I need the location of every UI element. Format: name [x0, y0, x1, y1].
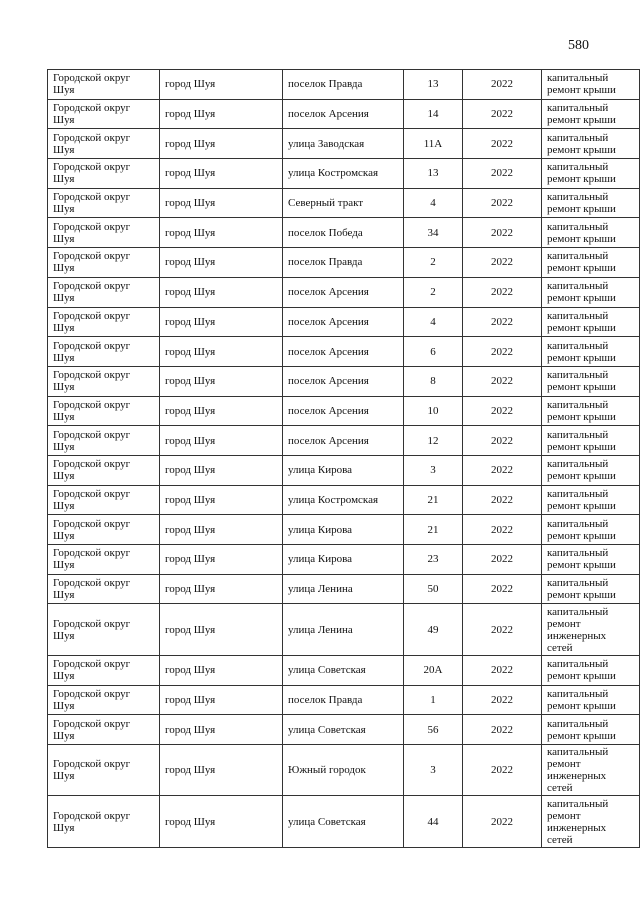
street-cell: улица Заводская	[283, 129, 404, 159]
work-type-cell: капитальный ремонт инженерных сетей	[542, 744, 640, 796]
district-cell: Городской округ Шуя	[48, 188, 160, 218]
work-type-cell: капитальный ремонт крыши	[542, 248, 640, 278]
street-cell: улица Советская	[283, 655, 404, 685]
house-number-cell: 12	[404, 426, 463, 456]
table-row	[48, 337, 640, 367]
street-cell: улица Советская	[283, 715, 404, 745]
city-cell: город Шуя	[160, 366, 283, 396]
district-cell: Городской округ Шуя	[48, 99, 160, 129]
house-number-cell: 3	[404, 455, 463, 485]
repair-schedule-table	[47, 69, 640, 848]
year-cell: 2022	[463, 545, 542, 575]
page-number: 580	[568, 38, 589, 53]
house-number-cell: 21	[404, 485, 463, 515]
work-type-cell: капитальный ремонт крыши	[542, 218, 640, 248]
city-cell: город Шуя	[160, 545, 283, 575]
table-row	[48, 604, 640, 656]
work-type-cell: капитальный ремонт крыши	[542, 455, 640, 485]
work-type-cell: капитальный ремонт крыши	[542, 277, 640, 307]
district-cell: Городской округ Шуя	[48, 307, 160, 337]
house-number-cell: 20А	[404, 655, 463, 685]
city-cell: город Шуя	[160, 604, 283, 656]
house-number-cell: 2	[404, 248, 463, 278]
year-cell: 2022	[463, 715, 542, 745]
city-cell: город Шуя	[160, 685, 283, 715]
city-cell: город Шуя	[160, 277, 283, 307]
district-cell: Городской округ Шуя	[48, 455, 160, 485]
district-cell: Городской округ Шуя	[48, 655, 160, 685]
house-number-cell: 8	[404, 366, 463, 396]
work-type-cell: капитальный ремонт крыши	[542, 99, 640, 129]
street-cell: улица Ленина	[283, 574, 404, 604]
house-number-cell: 34	[404, 218, 463, 248]
street-cell: поселок Арсения	[283, 307, 404, 337]
street-cell: поселок Арсения	[283, 277, 404, 307]
district-cell: Городской округ Шуя	[48, 218, 160, 248]
house-number-cell: 1	[404, 685, 463, 715]
city-cell: город Шуя	[160, 655, 283, 685]
street-cell: улица Костромская	[283, 159, 404, 189]
work-type-cell: капитальный ремонт крыши	[542, 655, 640, 685]
district-cell: Городской округ Шуя	[48, 366, 160, 396]
district-cell: Городской округ Шуя	[48, 337, 160, 367]
table-row	[48, 685, 640, 715]
district-cell: Городской округ Шуя	[48, 396, 160, 426]
table-row	[48, 574, 640, 604]
year-cell: 2022	[463, 307, 542, 337]
work-type-cell: капитальный ремонт крыши	[542, 574, 640, 604]
table-row	[48, 277, 640, 307]
year-cell: 2022	[463, 366, 542, 396]
district-cell: Городской округ Шуя	[48, 545, 160, 575]
house-number-cell: 4	[404, 307, 463, 337]
district-cell: Городской округ Шуя	[48, 70, 160, 100]
table-row	[48, 515, 640, 545]
year-cell: 2022	[463, 396, 542, 426]
year-cell: 2022	[463, 515, 542, 545]
year-cell: 2022	[463, 159, 542, 189]
year-cell: 2022	[463, 188, 542, 218]
year-cell: 2022	[463, 796, 542, 848]
city-cell: город Шуя	[160, 70, 283, 100]
street-cell: улица Кирова	[283, 515, 404, 545]
district-cell: Городской округ Шуя	[48, 685, 160, 715]
district-cell: Городской округ Шуя	[48, 574, 160, 604]
house-number-cell: 23	[404, 545, 463, 575]
table-row	[48, 426, 640, 456]
house-number-cell: 14	[404, 99, 463, 129]
work-type-cell: капитальный ремонт крыши	[542, 426, 640, 456]
house-number-cell: 4	[404, 188, 463, 218]
district-cell: Городской округ Шуя	[48, 744, 160, 796]
street-cell: поселок Победа	[283, 218, 404, 248]
city-cell: город Шуя	[160, 715, 283, 745]
year-cell: 2022	[463, 248, 542, 278]
city-cell: город Шуя	[160, 574, 283, 604]
work-type-cell: капитальный ремонт крыши	[542, 366, 640, 396]
city-cell: город Шуя	[160, 99, 283, 129]
city-cell: город Шуя	[160, 455, 283, 485]
city-cell: город Шуя	[160, 218, 283, 248]
table-row	[48, 655, 640, 685]
street-cell: улица Советская	[283, 796, 404, 848]
work-type-cell: капитальный ремонт крыши	[542, 70, 640, 100]
work-type-cell: капитальный ремонт инженерных сетей	[542, 796, 640, 848]
work-type-cell: капитальный ремонт крыши	[542, 485, 640, 515]
district-cell: Городской округ Шуя	[48, 485, 160, 515]
district-cell: Городской округ Шуя	[48, 129, 160, 159]
district-cell: Городской округ Шуя	[48, 277, 160, 307]
city-cell: город Шуя	[160, 796, 283, 848]
year-cell: 2022	[463, 485, 542, 515]
year-cell: 2022	[463, 99, 542, 129]
work-type-cell: капитальный ремонт крыши	[542, 337, 640, 367]
table-row	[48, 129, 640, 159]
table-row	[48, 744, 640, 796]
year-cell: 2022	[463, 129, 542, 159]
city-cell: город Шуя	[160, 396, 283, 426]
district-cell: Городской округ Шуя	[48, 796, 160, 848]
street-cell: улица Ленина	[283, 604, 404, 656]
street-cell: поселок Правда	[283, 70, 404, 100]
house-number-cell: 56	[404, 715, 463, 745]
street-cell: поселок Арсения	[283, 396, 404, 426]
work-type-cell: капитальный ремонт крыши	[542, 685, 640, 715]
street-cell: улица Костромская	[283, 485, 404, 515]
house-number-cell: 13	[404, 70, 463, 100]
year-cell: 2022	[463, 744, 542, 796]
district-cell: Городской округ Шуя	[48, 426, 160, 456]
table-row	[48, 396, 640, 426]
city-cell: город Шуя	[160, 248, 283, 278]
year-cell: 2022	[463, 70, 542, 100]
table-row	[48, 307, 640, 337]
city-cell: город Шуя	[160, 129, 283, 159]
city-cell: город Шуя	[160, 485, 283, 515]
year-cell: 2022	[463, 426, 542, 456]
city-cell: город Шуя	[160, 515, 283, 545]
city-cell: город Шуя	[160, 744, 283, 796]
work-type-cell: капитальный ремонт крыши	[542, 515, 640, 545]
year-cell: 2022	[463, 574, 542, 604]
street-cell: улица Кирова	[283, 545, 404, 575]
house-number-cell: 2	[404, 277, 463, 307]
district-cell: Городской округ Шуя	[48, 604, 160, 656]
year-cell: 2022	[463, 455, 542, 485]
street-cell: поселок Арсения	[283, 426, 404, 456]
house-number-cell: 3	[404, 744, 463, 796]
work-type-cell: капитальный ремонт крыши	[542, 715, 640, 745]
table-row	[48, 218, 640, 248]
city-cell: город Шуя	[160, 188, 283, 218]
year-cell: 2022	[463, 337, 542, 367]
street-cell: Северный тракт	[283, 188, 404, 218]
year-cell: 2022	[463, 655, 542, 685]
city-cell: город Шуя	[160, 307, 283, 337]
house-number-cell: 10	[404, 396, 463, 426]
district-cell: Городской округ Шуя	[48, 159, 160, 189]
year-cell: 2022	[463, 277, 542, 307]
work-type-cell: капитальный ремонт крыши	[542, 545, 640, 575]
work-type-cell: капитальный ремонт крыши	[542, 307, 640, 337]
table-row	[48, 545, 640, 575]
house-number-cell: 44	[404, 796, 463, 848]
house-number-cell: 6	[404, 337, 463, 367]
district-cell: Городской округ Шуя	[48, 515, 160, 545]
work-type-cell: капитальный ремонт крыши	[542, 188, 640, 218]
table-row	[48, 715, 640, 745]
house-number-cell: 13	[404, 159, 463, 189]
street-cell: поселок Правда	[283, 685, 404, 715]
year-cell: 2022	[463, 685, 542, 715]
table-row	[48, 485, 640, 515]
table-row	[48, 159, 640, 189]
table-row	[48, 99, 640, 129]
table-row	[48, 248, 640, 278]
table-row	[48, 455, 640, 485]
district-cell: Городской округ Шуя	[48, 715, 160, 745]
table-row	[48, 796, 640, 848]
city-cell: город Шуя	[160, 337, 283, 367]
work-type-cell: капитальный ремонт крыши	[542, 159, 640, 189]
house-number-cell: 49	[404, 604, 463, 656]
table-row	[48, 70, 640, 100]
district-cell: Городской округ Шуя	[48, 248, 160, 278]
street-cell: улица Кирова	[283, 455, 404, 485]
street-cell: поселок Правда	[283, 248, 404, 278]
house-number-cell: 50	[404, 574, 463, 604]
house-number-cell: 11А	[404, 129, 463, 159]
work-type-cell: капитальный ремонт крыши	[542, 129, 640, 159]
city-cell: город Шуя	[160, 426, 283, 456]
house-number-cell: 21	[404, 515, 463, 545]
table-row	[48, 366, 640, 396]
table-row	[48, 188, 640, 218]
work-type-cell: капитальный ремонт крыши	[542, 396, 640, 426]
table-body	[48, 70, 640, 848]
work-type-cell: капитальный ремонт инженерных сетей	[542, 604, 640, 656]
city-cell: город Шуя	[160, 159, 283, 189]
street-cell: поселок Арсения	[283, 366, 404, 396]
street-cell: поселок Арсения	[283, 99, 404, 129]
year-cell: 2022	[463, 218, 542, 248]
street-cell: поселок Арсения	[283, 337, 404, 367]
street-cell: Южный городок	[283, 744, 404, 796]
year-cell: 2022	[463, 604, 542, 656]
